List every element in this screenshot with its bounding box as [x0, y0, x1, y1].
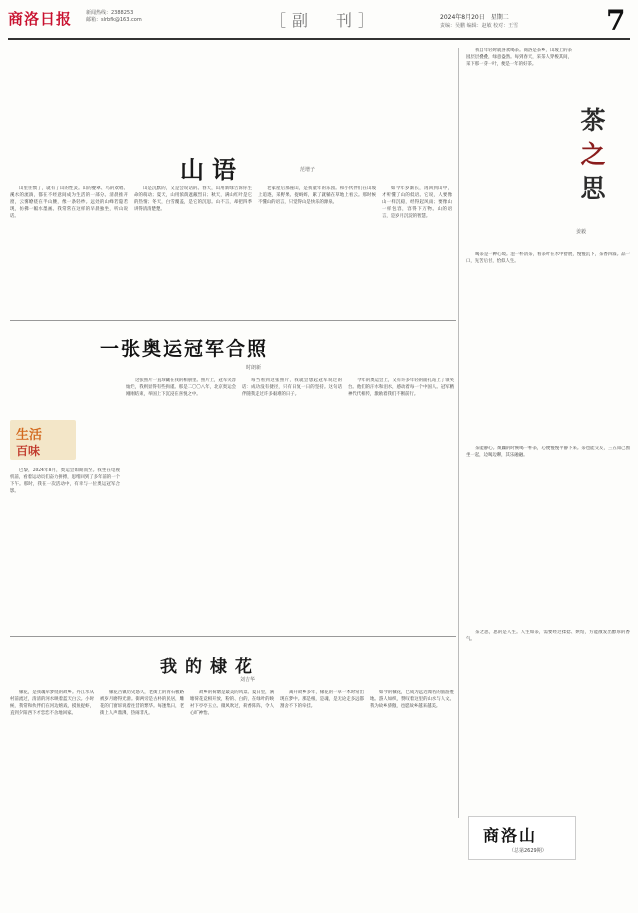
dihua-col-1: 棣花，是我魂牵梦绕的故乡。丹江水从村前流过，清清的河水映着蓝天白云。小时候，我常和伙伴们在河边嬉戏，摸鱼捉虾，直到夕阳西下才恋恋不舍地回家。	[10, 690, 94, 716]
badge-line-1: 生活	[16, 428, 43, 443]
article-title-photo: 一张奥运冠军合照	[100, 338, 269, 360]
cha-col-3: 茶能静心。烦躁的时候喝一杯茶，心便慢慢平静下来。茶也能交友，三五知己围坐一起，边喝边聊，其乐融融。	[466, 446, 630, 458]
issue-date: 2024年8月20日 星期二	[440, 14, 509, 21]
byline-dihua: 刘吉华	[240, 677, 256, 683]
masthead	[8, 6, 630, 36]
contact-info	[86, 10, 142, 24]
masthead-rule	[8, 38, 630, 40]
photo-col-2: 这张照片一直珍藏在我的相册里。照片上，冠军笑容灿烂，我则显得有些拘谨。那是二〇〇八年，北京奥运会刚刚结束，举国上下沉浸在喜悦之中。	[126, 378, 236, 397]
newspaper-logo: 商洛日报	[8, 10, 73, 28]
article-title-shanyu: 山语	[180, 155, 244, 184]
column-divider	[458, 48, 459, 818]
cha-col-2: 喝茶是一种心境。泡一杯清茶，看茶叶在水中舒展，慢慢沉下，茶香四溢。品一口，先苦后甘，恰似人生。	[466, 252, 630, 264]
issue-total-number: （总第2629期）	[509, 848, 547, 854]
dihua-col-5: 如今的棣花，已成为远近闻名的旅游胜地。游人如织，赞叹着这里的山水与人文。我为故乡骄傲，也愿故乡越来越美。	[370, 690, 454, 709]
email: 邮箱：slrbfk@163.com	[86, 17, 142, 23]
title-char-1: 茶	[580, 106, 606, 135]
photo-col-4: 今年的奥运会上，又有许多年轻的面孔站上了领奖台。他们的汗水和泪水，感动着每一个中国人。冠军精神代代相传，激励着我们不断前行。	[348, 378, 454, 397]
dihua-col-4: 离开故乡多年，棣花的一草一木时常出现在梦中。那是根，是魂，是无论走多远都割舍不下的牵挂。	[280, 690, 364, 709]
column-logo-box	[468, 816, 576, 860]
photo-col-1: 巴黎，2024年8月，奥运会如期而至。我坐在电视机前，看着运动员们奋力拼搏，思绪回到了多年前的一个下午。那时，我在一次活动中，有幸与一位奥运冠军合影。	[10, 468, 120, 494]
article-title-dihua: 我的棣花	[160, 657, 260, 677]
dihua-col-2: 棣花古镇历史悠久，老街上的青石板路被岁月磨得光滑。街两旁是古朴的民居，雕花的门窗诉说着往昔的繁华。每逢集日，老街上人声鼎沸，热闹非凡。	[100, 690, 184, 716]
life-column-badge	[10, 420, 76, 460]
section-rule-2	[10, 636, 456, 637]
byline-cha: 姜毅	[576, 229, 587, 235]
title-char-3: 思	[580, 174, 606, 203]
article-title-cha	[578, 104, 608, 206]
shanyu-col-3: 老家屋后那座山，是我童年的乐园。和小伙伴们在山坡上追逐，采野果、捉蚂蚱，累了就躺在草地上看云。那时候不懂山的语言，只觉得山是快乐的源泉。	[258, 186, 376, 205]
page-number: 7	[606, 4, 626, 37]
shanyu-col-2: 山是沉默的，又是会说话的。春天，山用新绿告诉你生命的萌动；夏天，山用浓荫遮蔽烈日；秋天，满山红叶是它的热情；冬天，白雪覆盖，是它的沉思。山不言，却把四季讲得清清楚楚。	[134, 186, 252, 212]
section-rule-1	[10, 320, 456, 321]
hotline: 新闻热线：2388253	[86, 10, 134, 16]
byline-shanyu: 范增子	[300, 167, 316, 173]
shanyu-col-4: 如今年岁渐长，再回到山中，才听懂了山的低语。它说，人要像山一样沉稳，经得起风雨；要像山一样包容，容得下万物。山的语言，是岁月沉淀的智慧。	[382, 186, 452, 219]
cha-col-1: 我自年轻时就喜欢喝茶。商洛是茶乡，山坡上的茶园层层叠叠，绿意盎然。每到春天，采茶人穿梭其间，采下那一芽一叶，便是一年的好茶。	[466, 48, 572, 67]
cha-col-4: 茶之思，思的是人生。人生如茶，需要经过揉捻、烘焙，方能散发出醇厚的香气。	[466, 630, 630, 642]
shanyu-col-1: 山里住惯了，就有了山的性灵。山的叠翠、鸟的欢唱、溪水的流淌，都在不经意间成为生活的一部分。清晨推开窗，云雾缭绕在半山腰，像一条轻纱。远处的山峰若隐若现，仿佛一幅水墨画。我常常在这样的早晨独坐，听山说话。	[10, 186, 128, 219]
badge-line-2: 百味	[16, 444, 41, 458]
byline-photo: 时朗新	[246, 365, 262, 371]
section-title: ［副 刊］	[270, 11, 381, 30]
dihua-col-3: 故乡的荷塘是最美的风景。夏日里，满塘荷花竞相开放，粉的、白的，在绿叶的映衬下亭亭玉立。微风吹过，荷香阵阵，令人心旷神怡。	[190, 690, 274, 716]
photo-col-3: 每当看到这张照片，我就会想起冠军说过的话：成功没有捷径，只有日复一日的坚持。这句话伴随我走过许多艰难的日子。	[242, 378, 342, 397]
column-logo-title: 商洛山	[483, 826, 538, 845]
editors-line: 责编：吴鹏 编辑：赵敏 校对：王雪	[440, 23, 519, 29]
title-char-2: 之	[580, 140, 606, 169]
